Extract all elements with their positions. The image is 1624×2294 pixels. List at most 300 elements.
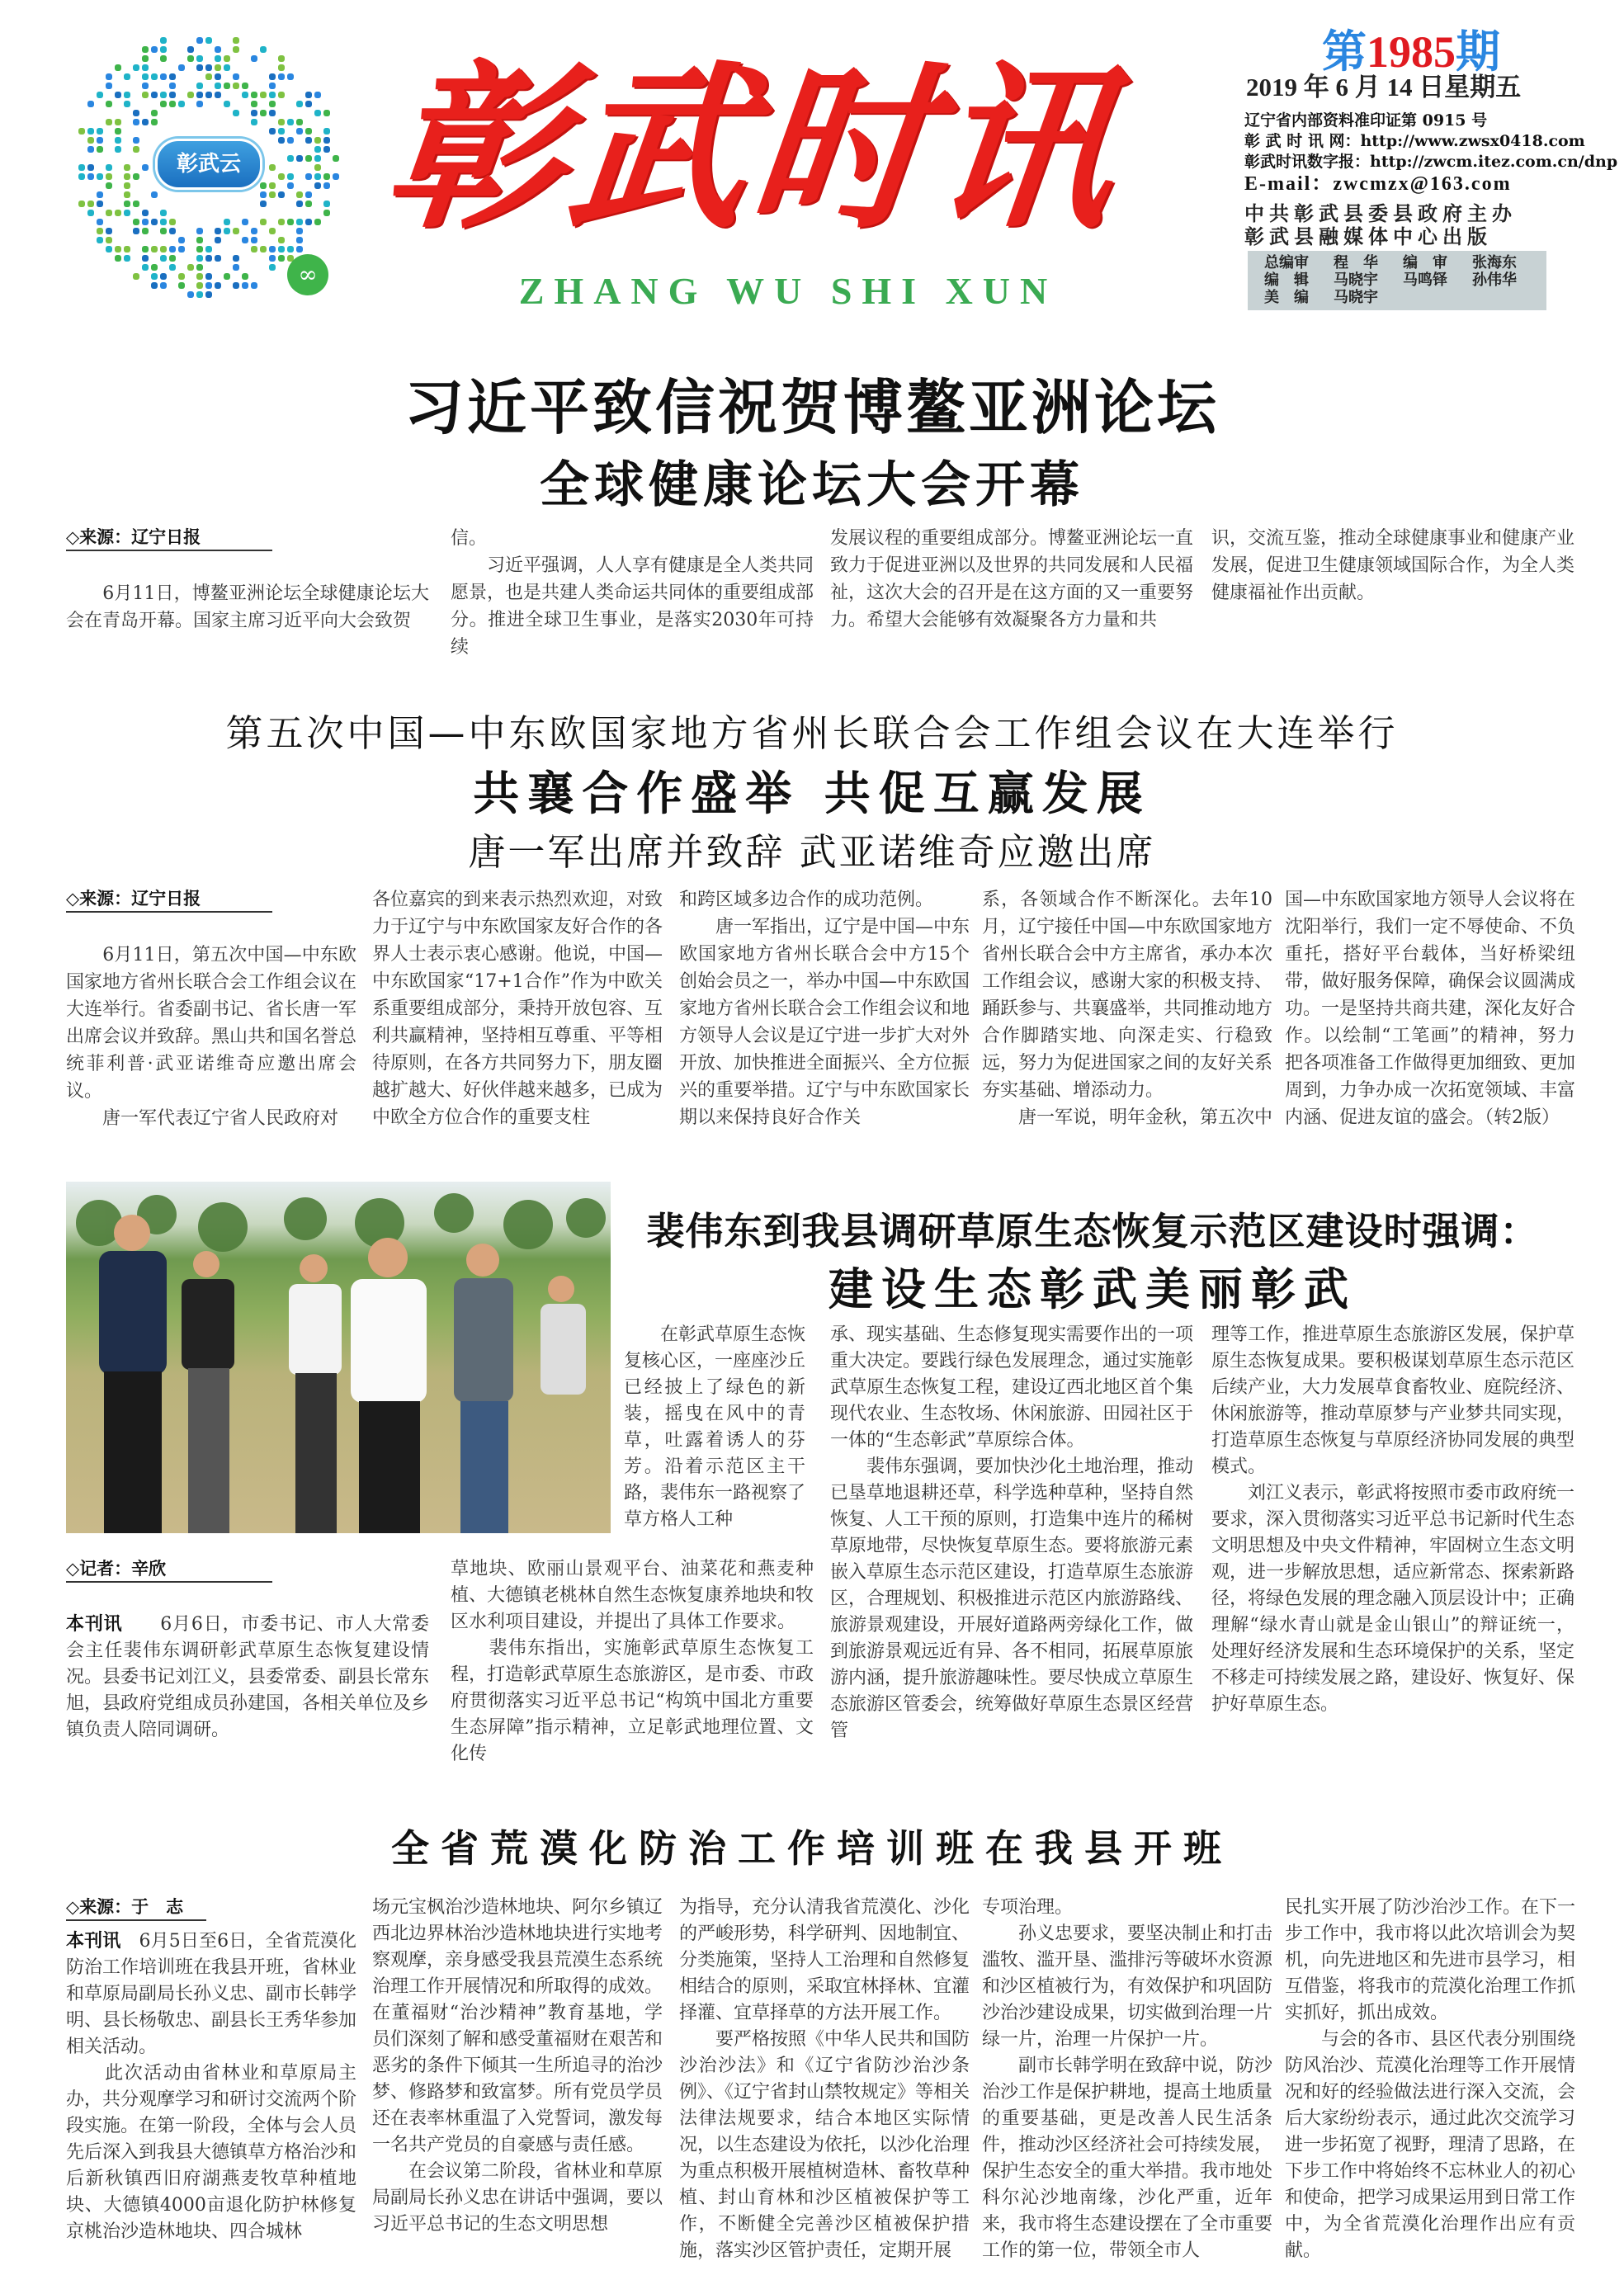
qr-dot [124,92,130,98]
qr-dot [160,210,167,216]
qr-dot [278,237,285,243]
qr-dot [97,219,103,225]
qr-dot [160,246,167,253]
qr-dot [151,46,158,53]
qr-dot [278,92,285,98]
qr-dot [97,201,103,207]
headline-sub: 全球健康论坛大会开幕 [540,456,1084,514]
qr-dot [142,210,149,216]
qr-dot [142,92,149,98]
qr-dot [151,219,158,225]
qr-dot [287,219,294,225]
qr-dot [269,255,276,262]
qr-dot [287,182,294,189]
qr-dot [187,92,194,98]
qr-dot [133,201,139,207]
article-column: 6月11日，第五次中国—中东欧国家地方省州长联合会工作组会议在大连举行。省委副书记、省长唐一军出席会议并致辞。黑山共和国名誉总统菲利普·武亚诺维奇应邀出席会议。 唐一军代表辽宁省人民政府对 [66,945,357,1129]
qr-dot [160,101,167,107]
qr-dot [296,228,303,234]
qr-dot [133,219,139,225]
qr-dot [215,92,221,98]
qr-dot [269,228,276,234]
qr-dot [124,173,130,180]
qr-dot [287,73,294,80]
masthead: 彰武时讯 [376,44,1129,253]
qr-dot [296,219,303,225]
qr-dot [87,101,94,107]
qr-dot [160,282,167,289]
qr-dot [196,291,203,298]
credit-row [1264,254,1546,271]
qr-dot [142,219,149,225]
qr-dot [296,191,303,198]
qr-dot [142,46,149,53]
qr-dot [278,55,285,62]
qr-dot [251,119,257,125]
qr-dot [133,173,139,180]
editorial-credits [1248,251,1546,310]
qr-dot [187,46,194,53]
qr-dot [278,137,285,144]
qr-dot [196,101,203,107]
qr-dot [124,191,130,198]
qr-dot [233,110,239,116]
qr-dot [124,101,130,107]
qr-dot [305,137,312,144]
qr-dot [178,64,185,71]
qr-dot [260,219,267,225]
qr-dot [224,83,230,89]
qr-dot [224,55,230,62]
qr-dot [305,155,312,162]
qr-dot [233,83,239,89]
qr-dot [287,173,294,180]
qr-dot [333,155,339,162]
qr-dot [142,55,149,62]
qr-dot [97,191,103,198]
qr-dot [305,191,312,198]
qr-dot [215,73,221,80]
qr-dot [233,255,239,262]
qr-dot [169,101,176,107]
qr-dot [215,237,221,243]
credit-cell: 编 辑 [1264,271,1309,289]
headline-main: 建设生态彰武美丽彰武 [829,1263,1357,1315]
qr-dot [296,119,303,125]
qr-dot [278,128,285,135]
issue-prefix: 第 [1322,27,1367,77]
qr-dot [142,83,149,89]
qr-dot [278,246,285,253]
qr-dot [97,137,103,144]
headline-main: 全省荒漠化防治工作培训班在我县开班 [391,1826,1233,1871]
qr-dot [115,255,121,262]
qr-dot [187,264,194,271]
qr-dot [314,137,321,144]
credit-cell: 编 审 [1403,254,1447,271]
qr-dot [169,246,176,253]
headline-main: 习近平致信祝贺博鳌亚洲论坛 [404,373,1220,442]
qr-dot [124,255,130,262]
qr-dot [205,37,212,44]
qr-dot [205,64,212,71]
qr-dot [269,182,276,189]
qr-dot [323,201,330,207]
qr-dot [115,246,121,253]
qr-dot [260,182,267,189]
qr-dot [269,128,276,135]
qr-dot [260,46,267,53]
credit-cell: 程 华 [1334,254,1378,271]
qr-dot [78,164,85,171]
qr-dot [160,55,167,62]
qr-dot [106,173,112,180]
qr-dot [151,273,158,280]
qr-dot [233,73,239,80]
qr-dot [205,73,212,80]
people [99,1215,586,1533]
qr-dot [242,273,248,280]
qr-dot [196,228,203,234]
article-byline: ◇来源：辽宁日报 [66,525,272,551]
article-column: 和跨区域多边合作的成功范例。 唐一军指出，辽宁是中国—中东欧国家地方省州长联合会中方15个创始会员之一，举办中国—中东欧国家地方省州长联合会工作组会议和地方领导人会议是辽宁进一步扩大对外开放、加快推进全面振兴、全方位振兴的重要举措。辽宁与中东欧国家长期以来保持良好合作关 [679,890,970,1128]
qr-dot [205,273,212,280]
qr-dot [296,101,303,107]
qr-dot [296,246,303,253]
article-column: 系，各领域合作不断深化。去年10月，辽宁接任中国—中东欧国家地方省州长联合会中方主席省，承办本次工作组会议，感谢大家的积极支持、踊跃参与、共襄盛举，共同推动地方合作脚踏实地、向深走实、行稳致远，努力为促进国家之间的友好关系夯实基础、增添动力。 唐一军说，明年金秋，第五次中 [982,890,1273,1128]
qr-dot [269,92,276,98]
credit-cell: 美 编 [1264,289,1309,306]
qr-dot [305,128,312,135]
qr-dot [269,83,276,89]
article-byline: ◇记者：辛欣 [66,1556,272,1583]
qr-dot [133,146,139,153]
qr-dot [305,92,312,98]
issue-number [1287,17,1535,80]
qr-dot [278,219,285,225]
qr-dot [178,237,185,243]
headline-main: 共襄合作盛举 共促互赢发展 [473,767,1151,821]
qr-dot [224,64,230,71]
qr-dot [314,182,321,189]
qr-dot [196,246,203,253]
qr-dot [269,101,276,107]
article-lead: 本刊讯 [66,1613,123,1635]
qr-dot [142,246,149,253]
qr-dot [142,164,149,171]
article-byline: ◇来源：辽宁日报 [66,886,272,913]
qr-dot [178,273,185,280]
qr-dot [296,128,303,135]
qr-dot [124,210,130,216]
qr-dot [142,228,149,234]
qr-dot [251,228,257,234]
qr-dot [278,191,285,198]
qr-dot [151,246,158,253]
qr-dot [242,282,248,289]
qr-dot [187,55,194,62]
qr-dot [115,128,121,135]
qr-dot [215,55,221,62]
qr-dot [251,101,257,107]
qr-dot [296,155,303,162]
qr-dot [233,282,239,289]
qr-dot [160,46,167,53]
qr-dot [251,237,257,243]
qr-dot [323,182,330,189]
qr-dot [205,291,212,298]
credit-cell: 孙伟华 [1472,271,1517,289]
qr-dot [169,92,176,98]
qr-dot [333,173,339,180]
credit-cell: 马晓宇 [1334,289,1378,306]
publisher-line: 彰武县融媒体中心出版 [1244,224,1492,248]
qr-dot [305,201,312,207]
qr-dot [314,146,321,153]
qr-dot [115,146,121,153]
issue-date: 2019 年 6 月 14 日星期五 [1246,73,1522,101]
qr-dot [269,264,276,271]
issue-suffix: 期 [1456,27,1500,77]
digital-paper-link[interactable]: 彰武时讯数字报：http://zwcm.itez.com.cn/dnp [1244,153,1618,171]
qr-dot [87,146,94,153]
qr-dot [251,282,257,289]
qr-dot [151,119,158,125]
qr-dot [215,64,221,71]
credit-cell: 总编审 [1264,254,1309,271]
qr-dot [233,46,239,53]
qr-dot [151,282,158,289]
qr-dot [160,273,167,280]
qr-dot [115,210,121,216]
qr-dot [169,264,176,271]
qr-dot [323,110,330,116]
qr-dot [251,55,257,62]
qr-dot [87,173,94,180]
qr-dot [106,182,112,189]
article-column: 草地块、欧丽山景观平台、油菜花和燕麦种植、大德镇老桃林自然生态恢复康养地块和牧区水利项目建设，并提出了具体工作要求。 裴伟东指出，实施彰武草原生态恢复工程，打造彰武草原生态旅游区，是市委、市政府贯彻落实习近平总书记“构筑中国北方重要生态屏障”指示精神，立足彰武地理位置、文化传 [451,1559,814,1764]
qr-dot [251,92,257,98]
qr-dot [233,264,239,271]
credit-cell: 张海东 [1472,254,1517,271]
qr-dot [314,110,321,116]
qr-dot [260,110,267,116]
qr-dot [224,228,230,234]
qr-dot [305,219,312,225]
news-photo [66,1182,611,1533]
article-column: 发展议程的重要组成部分。博鳌亚洲论坛一直致力于促进亚洲以及世界的共同发展和人民福祉，这次大会的召开是在这方面的又一重要努力。希望大会能够有效凝聚各方力量和共 [830,528,1194,630]
qr-dot [160,255,167,262]
qr-dot [296,237,303,243]
qr-dot [323,173,330,180]
qr-dot [151,110,158,116]
qr-dot [133,137,139,144]
qr-dot [160,37,167,44]
qr-dot [115,92,121,98]
qr-dot [260,201,267,207]
qr-dot [224,273,230,280]
qr-dot [142,64,149,71]
qr-dot [196,255,203,262]
qr-dot [224,101,230,107]
qr-badge-text: 彰武云 [176,152,241,177]
qr-dot [169,255,176,262]
article-byline: ◇来源：于 志 [66,1895,206,1921]
qr-dot [106,246,112,253]
qr-dot [242,83,248,89]
qr-dot [178,246,185,253]
qr-dot [260,92,267,98]
qr-dot [151,73,158,80]
qr-dot [287,246,294,253]
qr-dot [106,101,112,107]
article-column: 识，交流互鉴，推动全球健康事业和健康产业发展，促进卫生健康领域国际合作，为全人类健康福祉作出贡献。 [1211,528,1575,603]
qr-dot [215,282,221,289]
article-column: 理等工作，推进草原生态旅游区发展，保护草原生态恢复成果。要积极谋划草原生态示范区后续产业，大力发展草食畜牧业、庭院经济、休闲旅游等，推动草原梦与产业梦共同实现，打造草原生态恢复与草原经济协同发展的典型模式。 刘江义表示，彰武将按照市委市政府统一要求，深入贯彻落实习近平总书记新时代生态文明思想及中央文件精神，牢固树立生态文明观，进一步解放思想，适应新常态、探索新路径，将绿色发展的理念融入顶层设计中；正确理解“绿水青山就是金山银山”的辩证统一，处理好经济发展和生态环境保护的关系，坚定不移走可持续发展之路，建设好、恢复好、保护好草原生态。 [1211,1324,1575,1715]
qr-dot [124,246,130,253]
qr-dot [115,119,121,125]
qr-dot [205,246,212,253]
qr-dot [106,73,112,80]
article-column: 国—中东欧国家地方领导人会议将在沈阳举行，我们一定不辱使命、不负重托，搭好平台载体，当好桥梁纽带，做好服务保障，确保会议圆满成功。一是坚持共商共建，深化友好合作。以绘制“工笔画”的精神，努力把各项准备工作做得更加细致、更加周到，力争办成一次拓宽领域、丰富内涵、促进友谊的盛会。（转2版） [1285,890,1576,1128]
qr-dot [215,83,221,89]
qr-dot [278,173,285,180]
qr-dot [205,92,212,98]
article-column: 场元宝枫治沙造林地块、阿尔乡镇辽西北边界林治沙造林地块进行实地考察观摩，亲身感受我县荒漠生态系统治理工作开展情况和所取得的成效。在董福财“治沙精神”教育基地，学员们深刻了解和感受董福财在艰苦和恶劣的条件下倾其一生所追寻的治沙梦、修路梦和致富梦。所有党员学员还在表率林重温了入党誓词，激发每一名共产党员的自豪感与责任感。 在会议第二阶段，省林业和草原局副局长孙义忠在讲话中强调，要以习近平总书记的生态文明思想 [372,1897,663,2235]
qr-dot [196,92,203,98]
qr-dot [169,219,176,225]
qr-dot [178,101,185,107]
qr-dot [106,228,112,234]
qr-dot [133,228,139,234]
qr-dot [314,219,321,225]
qr-dot [251,110,257,116]
email-link[interactable]: E-mail：zwcmzx@163.com [1244,173,1512,195]
article-column: 专项治理。 孙义忠要求，要坚决制止和打击滥牧、滥开垦、滥排污等破坏水资源和沙区植被行为，有效保护和巩固防沙治沙建设成果，切实做到治理一片绿一片，治理一片保护一片。 副市长韩学明在致辞中说，防沙治沙工作是保护耕地，提高土地质量的重要基础，更是改善人民生活条件，推动沙区经济社会可持续发展，保护生态安全的重大举措。我市地处科尔沁沙地南缘，沙化严重，近年来，我市将生态建设摆在了全市重要工作的第一位，带领全市人 [982,1897,1273,2261]
qr-code [66,25,347,305]
credit-row [1264,271,1546,289]
qr-dot [314,92,321,98]
qr-dot [287,137,294,144]
qr-dot [142,119,149,125]
photo-scene [66,1182,611,1533]
article-column: 在彰武草原生态恢复核心区，一座座沙丘已经披上了绿色的新装，摇曳在风中的青草，吐露着诱人的芬芳。沿着示范区主干路，裴伟东一路视察了草方格人工种 [624,1324,806,1530]
qr-dot [142,73,149,80]
article-text: 6月5日至6日，全省荒漠化防治工作培训班在我县开班，省林业和草原局副局长孙义忠、副市长韩学明、县长杨敬忠、副县长王秀华参加相关活动。 此次活动由省林业和草原局主办，共分观摩学习和研讨交流两个阶段实施。在第一阶段，全体与会人员先后深入到我县大德镇草方格治沙和后新秋镇西旧府湖燕麦牧草种植地块、大德镇4000亩退化防护林修复京桃治沙造林地块、四合城林 [66,1931,357,2242]
website-link[interactable]: 彰 武 时 讯 网：http://www.zwsx0418.com [1244,132,1585,150]
credit-row [1264,289,1546,306]
qr-dot [87,210,94,216]
qr-dot [151,92,158,98]
qr-dot [124,73,130,80]
qr-dot [169,228,176,234]
qr-dot [187,291,194,298]
qr-dot [251,246,257,253]
qr-dot [115,137,121,144]
qr-dot [224,219,230,225]
qr-dot [169,83,176,89]
qr-dot [124,182,130,189]
qr-dot [196,55,203,62]
qr-dot [314,164,321,171]
qr-dot [242,219,248,225]
qr-dot [196,83,203,89]
permit-number: 辽宁省内部资料准印证第 0915 号 [1244,111,1488,130]
qr-dot [196,282,203,289]
link-icon: ∞ [287,254,328,295]
qr-dot [169,73,176,80]
qr-dot [269,164,276,171]
qr-dot [124,164,130,171]
qr-dot [133,64,139,71]
article-column: 为指导，充分认清我省荒漠化、沙化的严峻形势，科学研判、因地制宜、分类施策，坚持人工治理和自然修复相结合的原则，采取宜林择林、宜灌择灌、宜草择草的方法开展工作。 要严格按照《中华人民共和国防沙治沙法》和《辽宁省防沙治沙条例》、《辽宁省封山禁牧规定》等相关法律法规要求，结合本地区实际情况，以生态建设为依托，以沙化治理为重点积极开展植树造林、畜牧草种植、封山育林和沙区植被保护等工作，不断健全完善沙区植被保护措施，落实沙区管护责任，定期开展 [679,1897,970,2261]
qr-dot [260,191,267,198]
qr-dot [269,73,276,80]
qr-dot [205,282,212,289]
qr-dot [106,237,112,243]
article-column: 6月11日，博鳌亚洲论坛全球健康论坛大会在青岛开幕。国家主席习近平向大会致贺 [66,583,429,631]
qr-dot [115,64,121,71]
qr-dot [287,155,294,162]
qr-dot [133,273,139,280]
qr-dot [196,273,203,280]
headline-kicker: 第五次中国—中东欧国家地方省州长联合会工作组会议在大连举行 [225,711,1399,755]
qr-dot [78,201,85,207]
qr-dot [106,210,112,216]
qr-dot [278,64,285,71]
qr-dot [215,46,221,53]
masthead-pinyin: ZHANG WU SHI XUN [518,270,1058,312]
qr-dot [215,228,221,234]
qr-dot [269,110,276,116]
qr-dot [233,37,239,44]
qr-dot [242,92,248,98]
qr-dot [78,128,85,135]
qr-dot [178,282,185,289]
article-column [66,1928,356,2245]
qr-dot [124,201,130,207]
qr-dot [151,191,158,198]
qr-dot [160,219,167,225]
qr-dot [78,173,85,180]
article-column: 民扎实开展了防沙治沙工作。在下一步工作中，我市将以此次培训会为契机，向先进地区和先进市县学习，相互借鉴，将我市的荒漠化治理工作抓实抓好，抓出成效。 与会的各市、县区代表分别围绕防风治沙、荒漠化治理等工作开展情况和好的经验做法进行深入交流，会后大家纷纷表示，通过此次交流学习进一步拓宽了视野，理清了思路，在下步工作中将始终不忘林业人的初心和使命，把学习成果运用到日常工作中，为全省荒漠化治理作出应有贡献。 [1285,1897,1576,2261]
qr-dot [142,264,149,271]
qr-dot [106,119,112,125]
issue-num: 1985 [1367,27,1456,77]
qr-badge [155,139,262,190]
article-column: 信。 习近平强调，人人享有健康是全人类共同愿景，也是共建人类命运共同体的重要组成部分。推进全球卫生事业，是落实2030年可持续 [451,528,814,658]
qr-dot [196,64,203,71]
qr-dot [196,264,203,271]
qr-dot [205,255,212,262]
qr-dot [196,37,203,44]
qr-dot [160,228,167,234]
qr-dot [296,201,303,207]
qr-dot [305,101,312,107]
qr-dot [314,155,321,162]
article-lead: 本刊讯 [66,1930,121,1952]
qr-dot [269,246,276,253]
qr-dot [133,119,139,125]
credit-cell: 马鸣铎 [1403,271,1447,289]
qr-dot [133,110,139,116]
qr-dot [323,146,330,153]
qr-dot [97,173,103,180]
qr-dot [278,119,285,125]
qr-dot [323,210,330,216]
qr-dot [323,128,330,135]
qr-dot [287,119,294,125]
